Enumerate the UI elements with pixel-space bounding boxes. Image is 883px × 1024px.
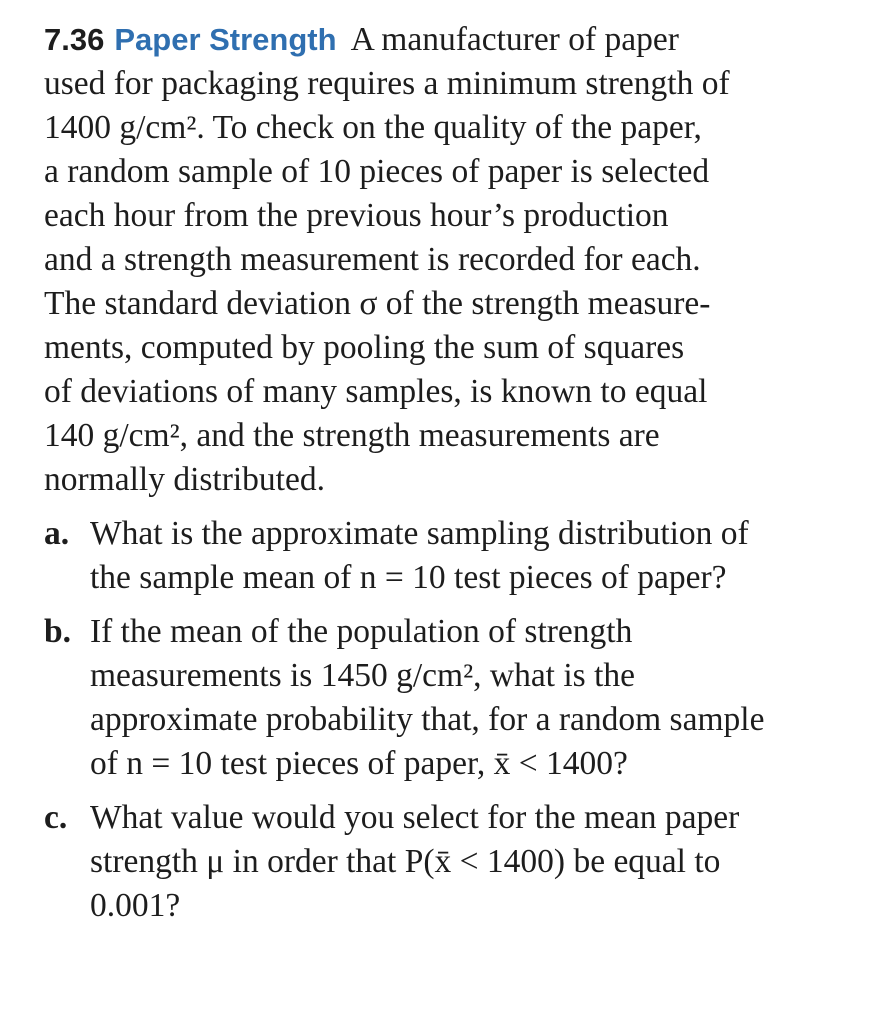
problem-text: The standard deviation σ of the strength measure-: [44, 285, 711, 322]
part-text: If the mean of the population of strength: [90, 613, 633, 650]
part-text: the sample mean of n = 10 test pieces of paper?: [90, 559, 727, 596]
problem-text: normally distributed.: [44, 461, 325, 498]
problem-text: A manufacturer of paper: [350, 21, 679, 58]
part-text: of n = 10 test pieces of paper, x̄ < 1400?: [90, 745, 628, 782]
problem-line-1: [44, 18, 844, 62]
problem-number: 7.36: [44, 22, 105, 57]
problem-text: each hour from the previous hour’s production: [44, 197, 669, 234]
part-b: [44, 610, 844, 786]
problem-text: a random sample of 10 pieces of paper is selected: [44, 153, 710, 190]
problem-text: 140 g/cm², and the strength measurements are: [44, 417, 660, 454]
part-label: c.: [44, 799, 68, 836]
problem-text: and a strength measurement is recorded for each.: [44, 241, 701, 278]
part-text: measurements is 1450 g/cm², what is the: [90, 657, 636, 694]
problem-text: 1400 g/cm². To check on the quality of the paper,: [44, 109, 702, 146]
part-text: strength μ in order that P(x̄ < 1400) be equal to: [90, 843, 721, 880]
part-text: What is the approximate sampling distribution of: [90, 515, 749, 552]
part-label: a.: [44, 515, 70, 552]
problem-block: [44, 18, 844, 928]
problem-text: used for packaging requires a minimum strength of: [44, 65, 730, 102]
part-a: [44, 512, 844, 600]
problem-text: ments, computed by pooling the sum of squares: [44, 329, 685, 366]
part-text: What value would you select for the mean paper: [90, 799, 740, 836]
part-text: approximate probability that, for a random sample: [90, 701, 765, 738]
part-label: b.: [44, 613, 72, 650]
part-c: [44, 796, 844, 928]
part-text: 0.001?: [90, 887, 181, 924]
problem-text: of deviations of many samples, is known to equal: [44, 373, 708, 410]
problem-title: Paper Strength: [114, 22, 337, 57]
